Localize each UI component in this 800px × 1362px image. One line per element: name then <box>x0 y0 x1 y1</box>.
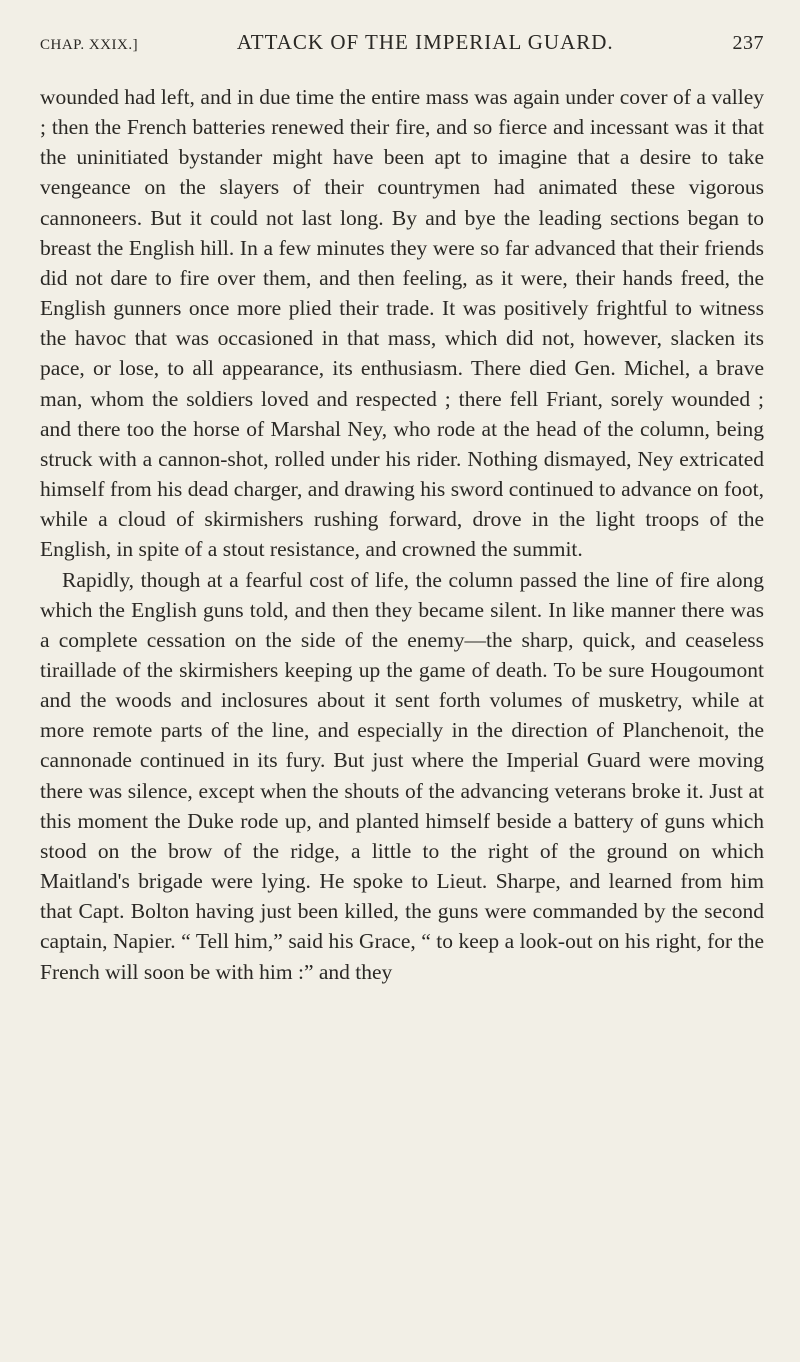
running-head <box>40 30 764 64</box>
paragraph: Rapidly, though at a fearful cost of life, the column passed the line of fire along which the English guns told, and then they became silent. In like manner there was a complete cessation on the side of the enemy—the sharp, quick, and ceaseless tiraillade of the skirmishers keeping up the game of death. To be sure Hougoumont and the woods and inclosures about it sent forth volumes of musketry, while at more remote parts of the line, and especially in the direction of Planchenoit, the cannonade continued in its fury. But just where the Imperial Guard were moving there was silence, except when the shouts of the advancing veterans broke it. Just at this moment the Duke rode up, and planted himself beside a battery of guns which stood on the brow of the ridge, a little to the right of the ground on which Maitland's brigade were lying. He spoke to Lieut. Sharpe, and learned from him that Capt. Bolton having just been killed, the guns were commanded by the second captain, Napier. “ Tell him,” said his Grace, “ to keep a look-out on his right, for the French will soon be with him :” and they <box>40 567 764 984</box>
page-number: 237 <box>732 32 764 54</box>
running-title: ATTACK OF THE IMPERIAL GUARD. <box>236 30 614 54</box>
paragraph: wounded had left, and in due time the entire mass was again under cover of a valley ; then the French batteries renewed their fire, and so fierce and incessant was it that the uninitiated bystander might have been apt to imagine that a desire to take vengeance on the slayers of their countrymen had animated these vigorous cannoneers. But it could not last long. By and bye the leading sections began to breast the English hill. In a few minutes they were so far advanced that their friends did not dare to fire over them, and then feeling, as it were, their hands freed, the English gunners once more plied their trade. It was positively frightful to witness the havoc that was occasioned in that mass, which did not, however, slacken its pace, or lose, to all appearance, its enthusiasm. There died Gen. Michel, a brave man, whom the soldiers loved and respected ; there fell Friant, sorely wounded ; and there too the horse of Marshal Ney, who rode at the head of the column, being struck with a cannon-shot, rolled under his rider. Nothing dismayed, Ney extricated himself from his dead charger, and drawing his sword continued to advance on foot, while a cloud of skirmishers rushing forward, drove in the light troops of the English, in spite of a stout resistance, and crowned the summit. <box>40 85 764 562</box>
chapter-reference: CHAP. XXIX.] <box>40 37 139 53</box>
body-text <box>40 82 764 987</box>
